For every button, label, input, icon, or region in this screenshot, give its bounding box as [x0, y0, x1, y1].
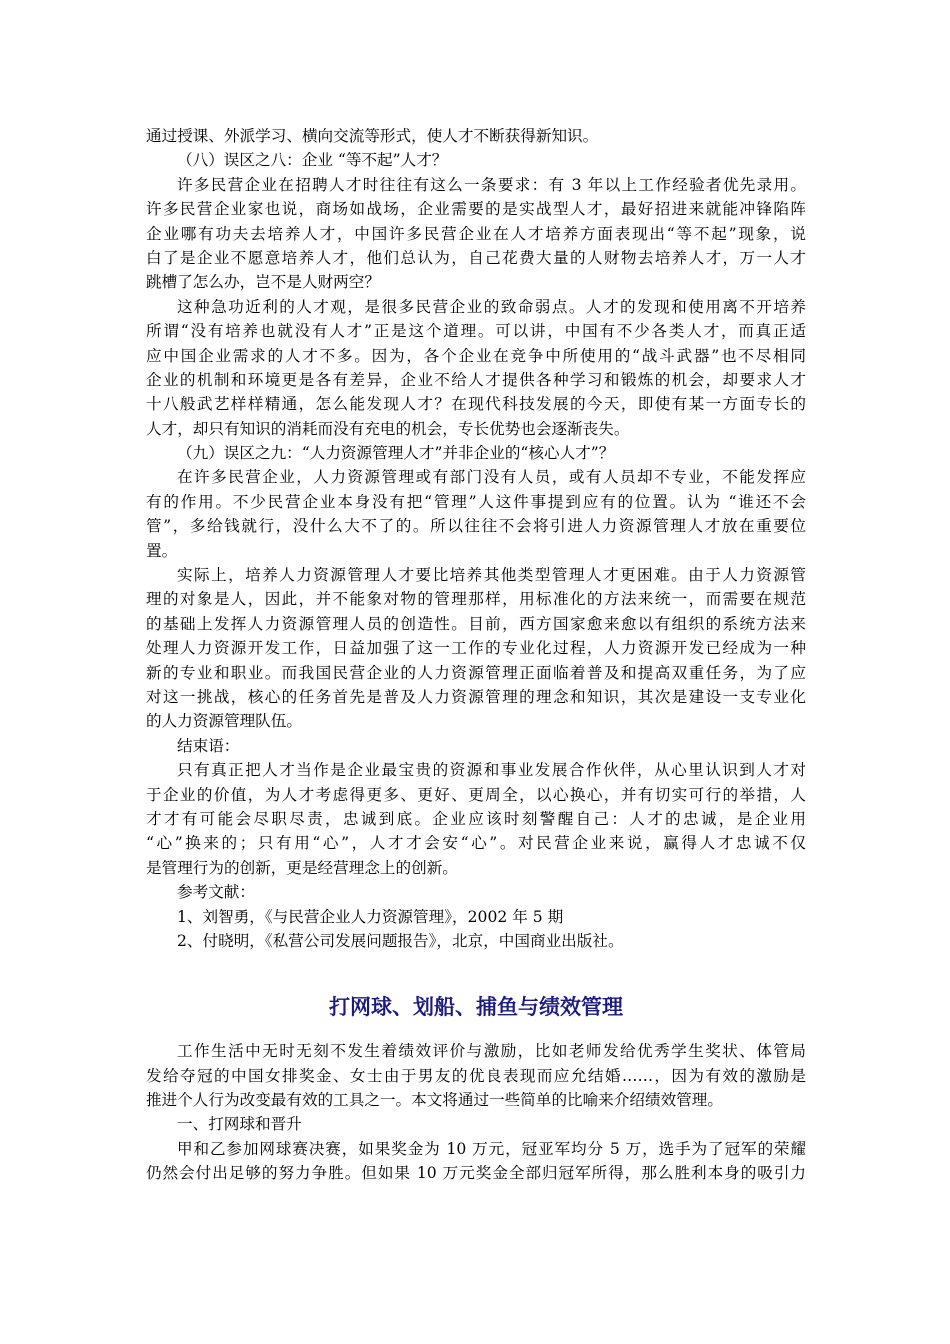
- paragraph: [146, 905, 806, 929]
- paragraph: [146, 465, 806, 563]
- text-line: 于企业的价值，为人才考虑得更多、更好、更周全，以心换心，并有切实可行的举措，人: [146, 785, 806, 804]
- paragraph: [146, 758, 806, 880]
- text-line: 处理人力资源开发工作，日益加强了这一工作的专业化过程，人力资源开发已经成为一种: [146, 639, 806, 658]
- text-line: （八）误区之八：企业 “等不起”人才？: [177, 151, 448, 170]
- text-line: 结束语：: [177, 736, 240, 755]
- article-section-performance: [146, 1039, 806, 1185]
- text-line: 对这一挑战，核心的任务首先是普及人力资源管理的理念和知识，其次是建设一支专业化: [146, 687, 806, 706]
- text-line: 的人力资源管理队伍。: [146, 712, 302, 731]
- text-line: （九）误区之九：“人力资源管理人才”并非企业的“核心人才”？: [177, 444, 615, 463]
- paragraph: [146, 734, 806, 758]
- text-line: 才才有可能会尽职尽责，忠诚到底。企业应该时刻警醒自己：人才的忠诚，是企业用: [146, 809, 806, 828]
- section-gap: [146, 953, 806, 989]
- article-title: 打网球、划船、捕鱼与绩效管理: [329, 995, 623, 1020]
- paragraph: [146, 441, 806, 465]
- text-line: 企业的机制和环境更是各有差异，企业不给人才提供各种学习和锻炼的机会，却要求人才: [146, 370, 806, 389]
- paragraph: [146, 1112, 806, 1136]
- paragraph: [146, 1039, 806, 1112]
- document-page: [146, 124, 806, 1186]
- text-line: 新的专业和职业。而我国民营企业的人力资源管理正面临着普及和提高双重任务，为了应: [146, 663, 806, 682]
- text-line: 的基础上发挥人力资源管理人员的创造性。目前，西方国家愈来愈以有组织的系统方法来: [146, 614, 806, 633]
- text-line: 甲和乙参加网球赛决赛，如果奖金为 10 万元，冠亚军均分 5 万，选手为了冠军的荣耀: [177, 1139, 806, 1158]
- text-line: 许多民营企业在招聘人才时往往有这么一条要求：有 3 年以上工作经验者优先录用。: [177, 175, 806, 194]
- text-line: 发给夺冠的中国女排奖金、女士由于男友的优良表现而应允结婚……，因为有效的激励是: [146, 1066, 806, 1085]
- text-line: 在许多民营企业，人力资源管理或有部门没有人员，或有人员却不专业，不能发挥应: [177, 468, 806, 487]
- paragraph: [146, 929, 806, 953]
- paragraph: [146, 173, 806, 295]
- text-line: 许多民营企业家也说，商场如战场，企业需要的是实战型人才，最好招进来就能冲锋陷阵: [146, 200, 806, 219]
- text-line: 企业哪有功夫去培养人才，中国许多民营企业在人才培养方面表现出“等不起”现象，说: [146, 224, 806, 243]
- paragraph: [146, 880, 806, 904]
- text-line: 置。: [146, 541, 178, 560]
- text-line: 一、打网球和晋升: [177, 1115, 302, 1134]
- text-line: 管”，多给钱就行，没什么大不了的。所以往往不会将引进人力资源管理人才放在重要位: [146, 517, 806, 536]
- text-line: 这种急功近利的人才观，是很多民营企业的致命弱点。人才的发现和使用离不开培养: [177, 297, 806, 316]
- text-line: 有的作用。不少民营企业本身没有把“管理”人这件事提到应有的位置。认为 “谁还不会: [146, 492, 806, 511]
- text-line: 1、刘智勇，《与民营企业人力资源管理》，2002 年 5 期: [177, 907, 564, 926]
- text-line: “心”换来的；只有用“心”，人才才会安“心”。对民营企业来说，赢得人才忠诚不仅: [146, 834, 806, 853]
- text-line: 工作生活中无时无刻不发生着绩效评价与激励，比如老师发给优秀学生奖状、体管局: [177, 1042, 806, 1061]
- paragraph: [146, 1137, 806, 1186]
- article-section-talent-myths: [146, 124, 806, 953]
- text-line: 是管理行为的创新，更是经营理念上的创新。: [146, 858, 458, 877]
- text-line: 所谓“没有培养也就没有人才”正是这个道理。可以讲，中国有不少各类人才，而真正适: [146, 322, 806, 341]
- paragraph: [146, 124, 806, 148]
- text-line: 白了是企业不愿意培养人才，他们总认为，自己花费大量的人财物去培养人才，万一人才: [146, 248, 806, 267]
- paragraph: [146, 148, 806, 172]
- text-line: 通过授课、外派学习、横向交流等形式，使人才不断获得新知识。: [146, 127, 599, 145]
- text-line: 实际上，培养人力资源管理人才要比培养其他类型管理人才更困难。由于人力资源管: [177, 566, 806, 585]
- text-line: 跳槽了怎么办，岂不是人财两空？: [146, 273, 380, 292]
- text-line: 参考文献：: [177, 883, 255, 902]
- text-line: 推进个人行为改变最有效的工具之一。本文将通过一些简单的比喻来介绍绩效管理。: [146, 1091, 723, 1110]
- text-line: 人才，却只有知识的消耗而没有充电的机会，专长优势也会逐渐丧失。: [146, 419, 630, 438]
- paragraph: [146, 563, 806, 734]
- text-line: 2、付晓明，《私营公司发展问题报告》，北京，中国商业出版社。: [177, 931, 624, 950]
- text-line: 只有真正把人才当作是企业最宝贵的资源和事业发展合作伙伴，从心里认识到人才对: [177, 761, 806, 780]
- text-line: 应中国企业需求的人才不多。因为，各个企业在竞争中所使用的“战斗武器”也不尽相同: [146, 346, 806, 365]
- text-line: 仍然会付出足够的努力争胜。但如果 10 万元奖金全部归冠军所得，那么胜利本身的吸引力: [146, 1164, 806, 1183]
- text-line: 理的对象是人，因此，并不能象对物的管理那样，用标准化的方法来统一，而需要在规范: [146, 590, 806, 609]
- text-line: 十八般武艺样样精通，怎么能发现人才？在现代科技发展的今天，即使有某一方面专长的: [146, 395, 806, 414]
- paragraph: [146, 295, 806, 441]
